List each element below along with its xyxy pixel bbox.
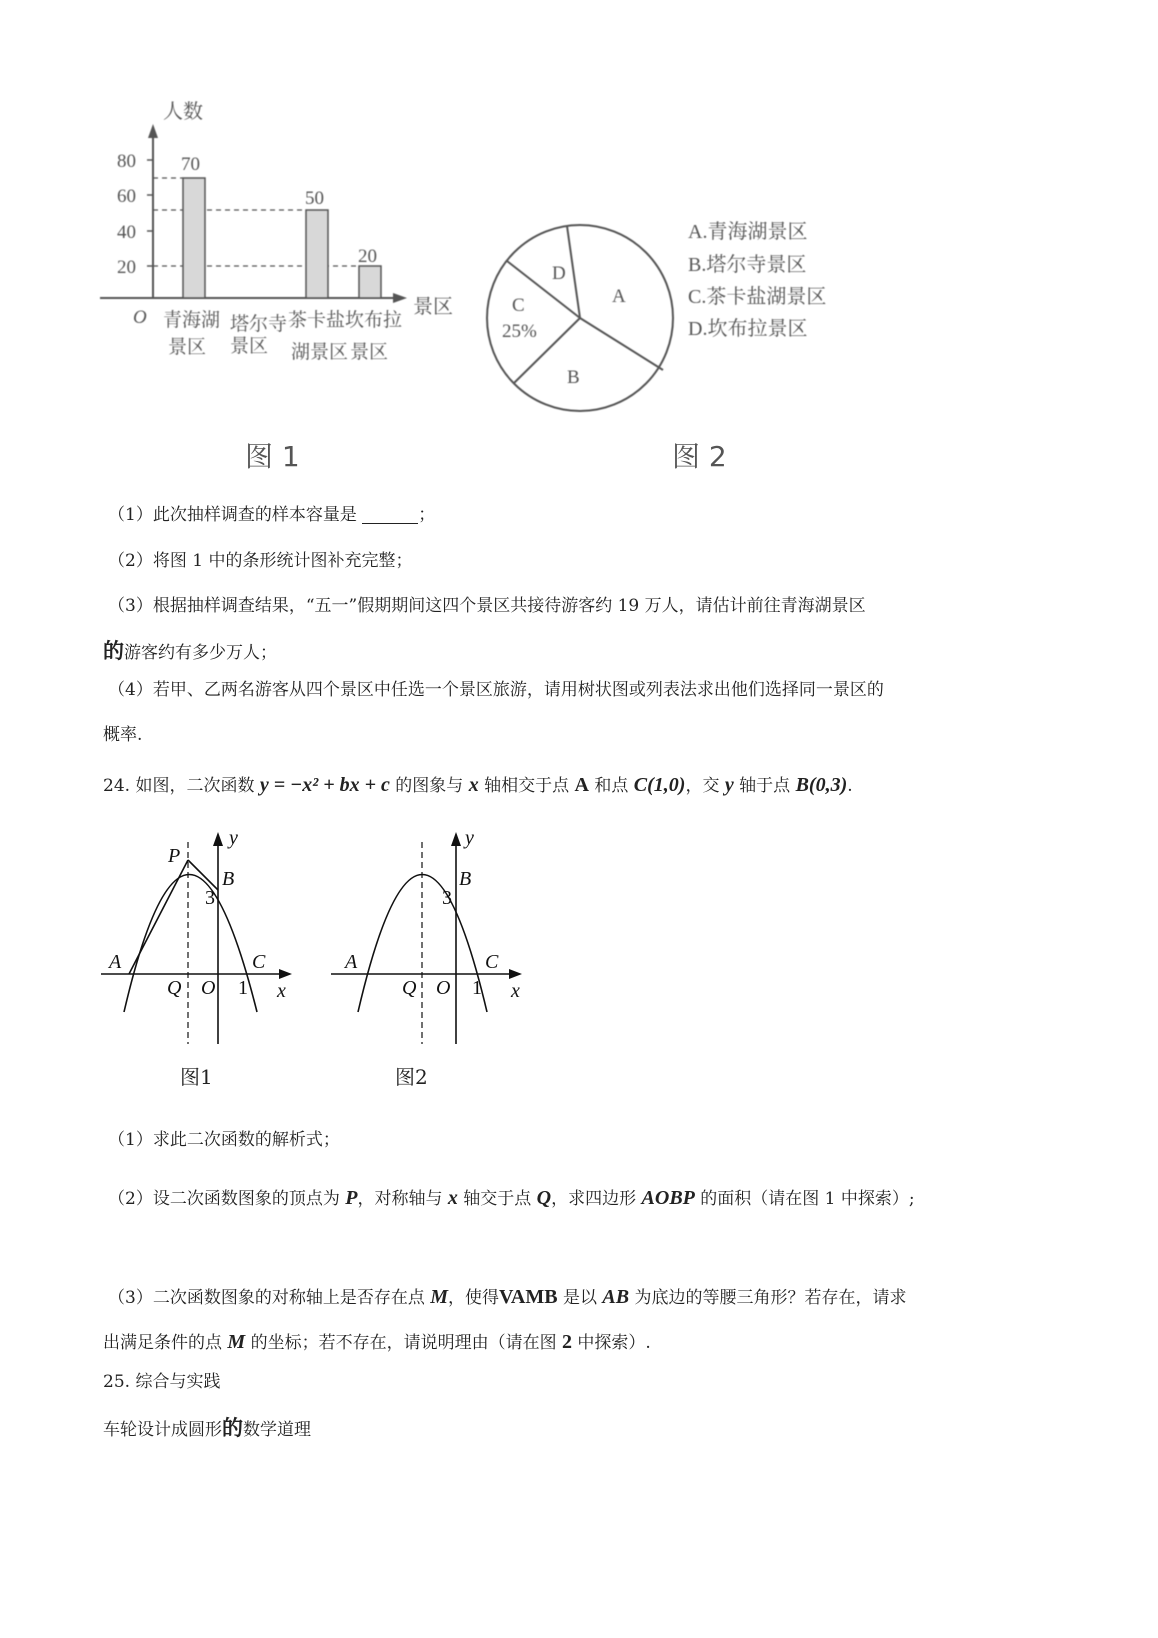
answer-blank: [362, 503, 418, 524]
fig1-label-c: C: [252, 951, 266, 973]
q25-title: 25. 综合与实践: [103, 1372, 221, 1392]
fig2-y-arrow: [451, 832, 461, 846]
figure-2-caption: 图 2: [672, 440, 727, 473]
y-tick-20: 20: [117, 257, 136, 278]
parabola-figure-2: [325, 822, 540, 1047]
category-label-2-line2: 景区: [230, 336, 269, 357]
q24-part2: （2）设二次函数图象的顶点为 P，对称轴与 x 轴交于点 Q，求四边形 AOBP 的面积（请在图 1 中探索）;: [108, 1187, 915, 1209]
q23-part3-cont: 的游客约有多少万人；: [103, 638, 277, 663]
fig2-label-a: A: [345, 951, 358, 973]
y-axis-label: 人数: [163, 101, 203, 123]
value-label-70: 70: [181, 154, 200, 175]
fig1-label-q: Q: [167, 977, 182, 999]
q24-part3: （3）二次函数图象的对称轴上是否存在点 M，使得VAMB 是以 AB 为底边的等腰三角形？若存在，请求: [108, 1286, 907, 1308]
q23-part4: （4）若甲、乙两名游客从四个景区中任选一个景区旅游，请用树状图或列表法求出他们选择同一景区的: [108, 680, 884, 700]
q24-part3-cont: 出满足条件的点 M 的坐标；若不存在，请说明理由（请在图 2 中探索）.: [103, 1331, 651, 1353]
bar-chart: [95, 90, 465, 380]
origin-label: O: [133, 307, 147, 328]
pie-label-c-percent: 25%: [502, 321, 537, 342]
point-b: B(0,3): [795, 774, 848, 796]
fig2-label-3: 3: [442, 887, 452, 909]
category-label-4-line1: 坎布拉: [345, 310, 403, 331]
parabola-figure-1: [95, 822, 310, 1047]
fig2-label-x: x: [511, 980, 520, 1002]
pie-label-c: C: [512, 295, 525, 316]
legend-c: C.茶卡盐湖景区: [688, 286, 827, 308]
bar-chart-x-arrow: [393, 293, 407, 303]
category-label-4-line2: 景区: [350, 342, 389, 363]
q23-part4-cont: 概率.: [103, 725, 143, 745]
pie-label-a: A: [612, 286, 626, 307]
fig2-label-1: 1: [472, 977, 482, 999]
fig1-label-a: A: [109, 951, 122, 973]
fig2-label-b: B: [459, 868, 472, 890]
category-label-1-line2: 景区: [168, 337, 207, 358]
figure-1-graph-caption: 图1: [180, 1065, 213, 1089]
fig1-label-1: 1: [238, 977, 248, 999]
y-tick-60: 60: [117, 186, 136, 207]
x-axis-label: 景区: [413, 296, 453, 318]
fig1-label-b: B: [222, 868, 235, 890]
q23-part2: （2）将图 1 中的条形统计图补充完整；: [108, 551, 413, 571]
fig2-label-q: Q: [402, 977, 417, 999]
category-label-3-line1: 茶卡盐: [288, 310, 346, 331]
fig1-y-arrow: [213, 832, 223, 846]
bar-chart-y-arrow: [148, 124, 158, 138]
bar-kanbula: [359, 266, 381, 298]
figure-2-graph-caption: 图2: [395, 1065, 428, 1089]
fig2-label-y: y: [465, 827, 474, 849]
legend-b: B.塔尔寺景区: [688, 254, 807, 276]
q25-subtitle: 车轮设计成圆形的数学道理: [103, 1415, 311, 1440]
fig2-label-c: C: [485, 951, 499, 973]
figure-1-caption: 图 1: [245, 440, 300, 473]
category-label-2-line1: 塔尔寺: [230, 314, 288, 335]
q24-intro: 24. 如图，二次函数 y = −x² + bx + c 的图象与 x 轴相交于点 A 和点 C(1,0)，交 y 轴于点 B(0,3).: [103, 774, 853, 796]
fig1-segment-ap: [129, 860, 188, 974]
legend-a: A.青海湖景区: [688, 221, 808, 243]
y-tick-40: 40: [117, 222, 136, 243]
y-tick-80: 80: [117, 151, 136, 172]
fig1-label-3: 3: [205, 887, 215, 909]
fig1-label-y: y: [229, 827, 238, 849]
point-c: C(1,0): [633, 774, 686, 796]
quadratic-formula: y = −x² + bx + c: [259, 774, 390, 796]
value-label-20: 20: [358, 246, 377, 267]
q23-part3: （3）根据抽样调查结果，“五一”假期期间这四个景区共接待游客约 19 万人，请估计前往青海湖景区: [108, 596, 866, 616]
pie-chart: [470, 205, 870, 425]
fig2-label-o: O: [436, 977, 451, 999]
category-label-1-line1: 青海湖: [163, 310, 221, 331]
q23-part1: （1）此次抽样调查的样本容量是 ；: [108, 505, 436, 525]
pie-label-b: B: [567, 367, 580, 388]
fig1-label-o: O: [201, 977, 216, 999]
fig2-x-arrow: [509, 969, 522, 979]
value-label-50: 50: [305, 188, 324, 209]
legend-d: D.坎布拉景区: [688, 318, 808, 340]
bar-qinghai-lake: [183, 178, 205, 298]
fig1-label-x: x: [277, 980, 286, 1002]
q24-part1: （1）求此二次函数的解析式；: [108, 1130, 340, 1150]
category-label-3-line2: 湖景区: [291, 342, 349, 363]
bar-chaka-salt-lake: [306, 210, 328, 298]
fig1-x-arrow: [279, 969, 292, 979]
pie-label-d: D: [552, 263, 566, 284]
fig1-label-p: P: [168, 845, 181, 867]
